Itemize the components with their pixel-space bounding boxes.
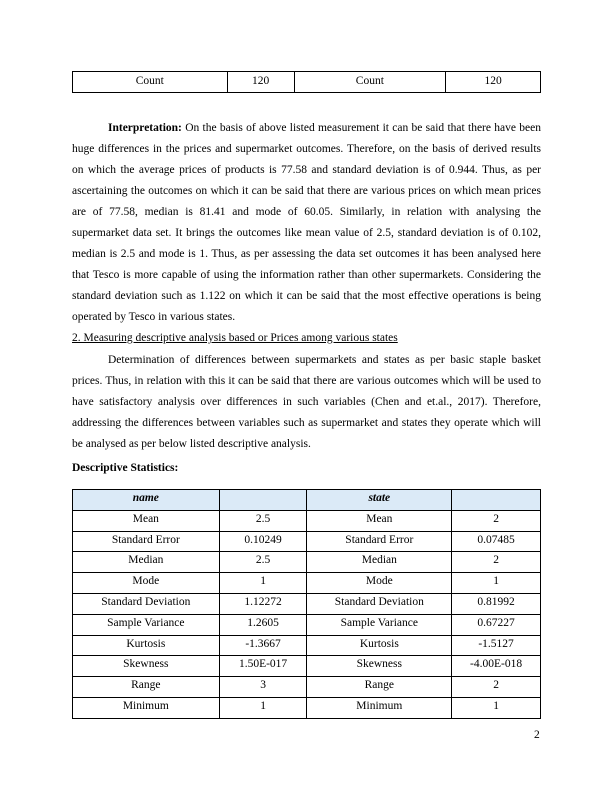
table-cell: 0.07485: [452, 531, 541, 552]
table-row: [73, 593, 541, 614]
table-cell: 2: [452, 677, 541, 698]
table-row: [73, 697, 541, 718]
table-cell: 1: [219, 697, 307, 718]
interpretation-paragraph: [72, 118, 541, 328]
table-cell: 1: [452, 697, 541, 718]
table-row: [73, 635, 541, 656]
section-paragraph: Determination of differences between supermarkets and states as per basic staple basket prices. Thus, in relation with this it can be said that there are various outcomes which will be used to have satisfactory analysis over differences in such variables (Chen and et.al., 2017). Therefore, addressing the differences between variables such as supermarket and states they operate which will be analysed as per below listed descriptive analysis.: [72, 354, 541, 450]
table-row: [73, 510, 541, 531]
table-cell: Mode: [307, 573, 452, 594]
table-row: [73, 72, 541, 93]
table-row: [73, 656, 541, 677]
interpretation-text: On the basis of above listed measurement it can be said that there have been huge differences in the prices and supermarket outcomes. Therefore, on the basis of derived results on which the average prices of products is 77.58 and standard deviation is of 0.944. Thus, as per ascertaining the outcomes on which it can be said that there are various prices on which mean prices are of 77.58, median is 81.41 and mode of 60.05. Similarly, in relation with analysing the supermarket data set. It brings the outcomes like mean value of 2.5, standard deviation is of 0.102, median is 2.5 and mode is 1. Thus, as per assessing the data set outcomes it has been analysed here that Tesco is more capable of using the information rather than other supermarkets. Considering the standard deviation such as 1.122 on which it can be said that the most effective operations is being operated by Tesco in various states.: [72, 122, 541, 323]
interpretation-label: Interpretation:: [108, 122, 182, 134]
table-cell: Skewness: [307, 656, 452, 677]
table-cell: -1.5127: [452, 635, 541, 656]
count-table: [72, 71, 541, 93]
table-cell: Standard Error: [73, 531, 220, 552]
table-header-row: [73, 490, 541, 511]
table-row: [73, 552, 541, 573]
table-cell: Standard Error: [307, 531, 452, 552]
table-cell: 1: [452, 573, 541, 594]
table-row: [73, 677, 541, 698]
table-cell: Median: [73, 552, 220, 573]
table-cell: Standard Deviation: [73, 593, 220, 614]
table-header-cell: state: [307, 490, 452, 511]
table-cell: 3: [219, 677, 307, 698]
table-cell: Range: [73, 677, 220, 698]
table-header-cell: [452, 490, 541, 511]
table-cell: Mean: [307, 510, 452, 531]
table-cell: Sample Variance: [73, 614, 220, 635]
page-number: 2: [534, 729, 540, 741]
table-header-cell: name: [73, 490, 220, 511]
table-cell: Minimum: [73, 697, 220, 718]
table-cell: 2.5: [219, 552, 307, 573]
section-heading: 2. Measuring descriptive analysis based or Prices among various states: [72, 332, 398, 344]
table-row: [73, 614, 541, 635]
table-cell: Count: [294, 72, 446, 93]
table-row: [73, 531, 541, 552]
table-cell: 2.5: [219, 510, 307, 531]
table-cell: Skewness: [73, 656, 220, 677]
table-header-cell: [219, 490, 307, 511]
table-cell: 0.81992: [452, 593, 541, 614]
table-cell: -4.00E-018: [452, 656, 541, 677]
table-cell: Standard Deviation: [307, 593, 452, 614]
table-cell: -1.3667: [219, 635, 307, 656]
table-cell: 120: [446, 72, 541, 93]
table-cell: Mode: [73, 573, 220, 594]
table-cell: 2: [452, 552, 541, 573]
table-cell: 0.67227: [452, 614, 541, 635]
table-cell: 120: [227, 72, 294, 93]
table-cell: 1.12272: [219, 593, 307, 614]
table-cell: 2: [452, 510, 541, 531]
table-cell: Mean: [73, 510, 220, 531]
table-cell: Kurtosis: [73, 635, 220, 656]
table-cell: Count: [73, 72, 228, 93]
table-cell: 1: [219, 573, 307, 594]
table-row: [73, 573, 541, 594]
table-cell: 1.50E-017: [219, 656, 307, 677]
descriptive-statistics-title: Descriptive Statistics:: [72, 462, 179, 474]
table-cell: Range: [307, 677, 452, 698]
table-cell: Sample Variance: [307, 614, 452, 635]
table-cell: 0.10249: [219, 531, 307, 552]
table-cell: Median: [307, 552, 452, 573]
table-cell: 1.2605: [219, 614, 307, 635]
table-cell: Kurtosis: [307, 635, 452, 656]
descriptive-statistics-table: [72, 489, 541, 719]
table-cell: Minimum: [307, 697, 452, 718]
